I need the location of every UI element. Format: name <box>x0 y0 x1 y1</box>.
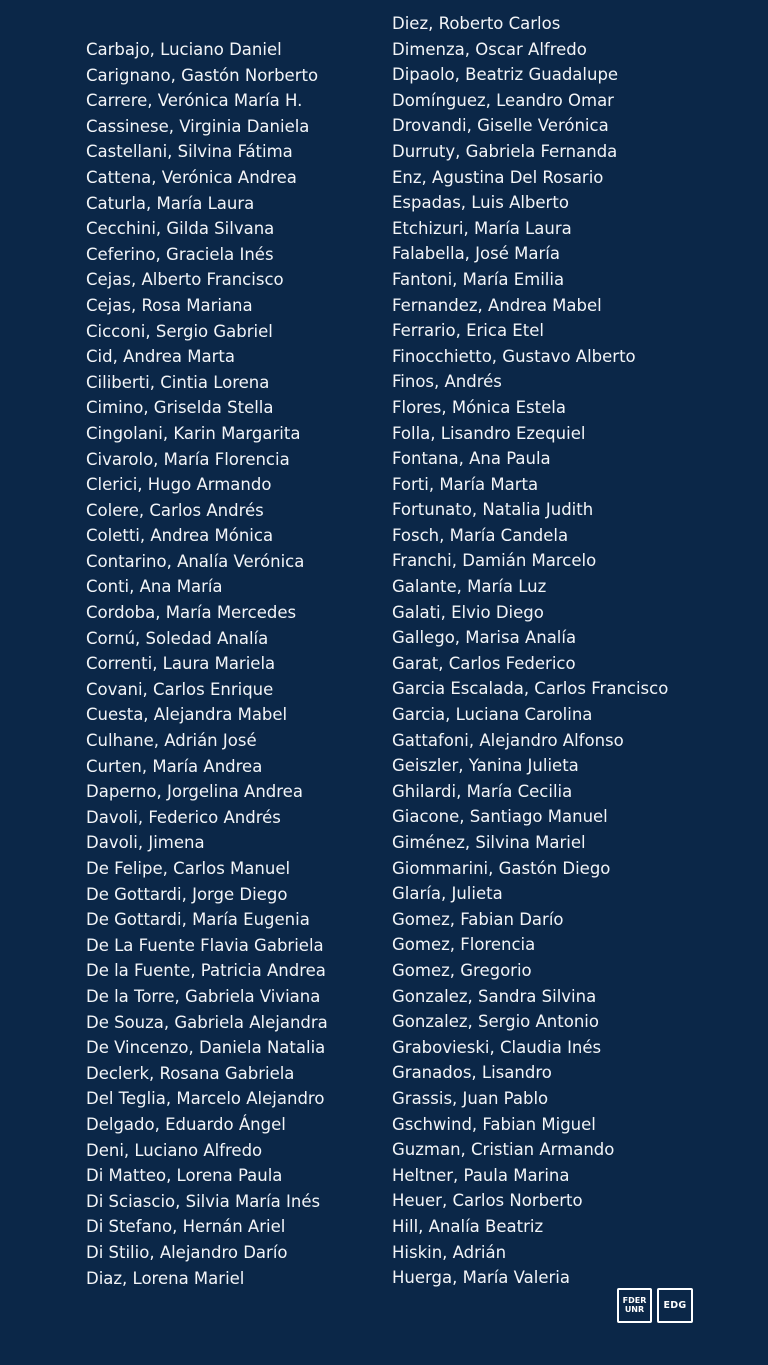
name-item: Coletti, Andrea Mónica <box>86 526 274 546</box>
name-item: Geiszler, Yanina Julieta <box>392 756 579 776</box>
name-item: Cordoba, María Mercedes <box>86 603 297 623</box>
name-item: Giacone, Santiago Manuel <box>392 807 608 827</box>
name-item: Falabella, José María <box>392 244 560 264</box>
name-item: Diaz, Lorena Mariel <box>86 1268 245 1288</box>
name-item: Durruty, Gabriela Fernanda <box>392 141 618 161</box>
name-item: Conti, Ana María <box>86 577 223 597</box>
name-item: Giommarini, Gastón Diego <box>392 858 611 878</box>
name-item: Cuesta, Alejandra Mabel <box>86 705 288 725</box>
name-item: Carrere, Verónica María H. <box>86 91 303 111</box>
name-item: Contarino, Analía Verónica <box>86 551 305 571</box>
edg-logo <box>657 1288 693 1323</box>
edg-logo-text: EDG <box>663 1300 687 1311</box>
name-item: Finos, Andrés <box>392 372 502 392</box>
name-item: Gomez, Gregorio <box>392 960 532 980</box>
name-item: Gonzalez, Sergio Antonio <box>392 1012 599 1032</box>
name-item: Di Stefano, Hernán Ariel <box>86 1217 286 1237</box>
name-item: Gschwind, Fabian Miguel <box>392 1114 596 1134</box>
name-item: Fernandez, Andrea Mabel <box>392 295 602 315</box>
name-item: Di Matteo, Lorena Paula <box>86 1166 283 1186</box>
name-item: Granados, Lisandro <box>392 1063 552 1083</box>
name-item: Finocchietto, Gustavo Alberto <box>392 346 636 366</box>
name-item: Forti, María Marta <box>392 474 539 494</box>
name-item: Cassinese, Virginia Daniela <box>86 116 310 136</box>
name-item: Gomez, Fabian Darío <box>392 909 564 929</box>
name-item: Civarolo, María Florencia <box>86 449 290 469</box>
name-item: Hill, Analía Beatriz <box>392 1216 544 1236</box>
name-item: Diez, Roberto Carlos <box>392 14 561 33</box>
fder-logo-line1: FDER <box>622 1296 647 1305</box>
name-item: Di Sciascio, Silvia María Inés <box>86 1191 321 1211</box>
name-item: Daperno, Jorgelina Andrea <box>86 782 303 802</box>
name-item: Espadas, Luis Alberto <box>392 193 569 213</box>
name-item: Fontana, Ana Paula <box>392 449 551 469</box>
name-item: Colere, Carlos Andrés <box>86 500 264 520</box>
name-item: Clerici, Hugo Armando <box>86 475 272 495</box>
name-item: Di Stilio, Alejandro Darío <box>86 1242 288 1262</box>
name-item: Correnti, Laura Mariela <box>86 654 276 674</box>
name-item: Gomez, Florencia <box>392 935 536 955</box>
name-item: Gonzalez, Sandra Silvina <box>392 986 597 1006</box>
name-item: Etchizuri, María Laura <box>392 218 572 238</box>
name-item: Caturla, María Laura <box>86 193 255 213</box>
footer-logos <box>617 1288 693 1323</box>
name-item: De la Fuente, Patricia Andrea <box>86 961 326 981</box>
name-item: Declerk, Rosana Gabriela <box>86 1063 295 1083</box>
name-item: Curten, María Andrea <box>86 756 263 776</box>
name-item: Garat, Carlos Federico <box>392 653 576 673</box>
name-item: Davoli, Jimena <box>86 833 205 853</box>
name-item: Dimenza, Oscar Alfredo <box>392 39 587 59</box>
name-item: Cejas, Rosa Mariana <box>86 295 253 315</box>
name-item: Huerga, María Valeria <box>392 1268 570 1288</box>
name-item: Carignano, Gastón Norberto <box>86 65 319 85</box>
fder-unr-logo <box>617 1288 652 1323</box>
name-item: Fosch, María Candela <box>392 525 569 545</box>
name-item: De La Fuente Flavia Gabriela <box>86 935 324 955</box>
name-item: Franchi, Damián Marcelo <box>392 551 597 571</box>
name-item: Giménez, Silvina Mariel <box>392 833 586 852</box>
name-item: Cecchini, Gilda Silvana <box>86 219 275 239</box>
name-item: Glaría, Julieta <box>392 884 503 904</box>
name-item: Heuer, Carlos Norberto <box>392 1191 583 1211</box>
name-item: Delgado, Eduardo Ángel <box>86 1114 286 1134</box>
name-item: Drovandi, Giselle Verónica <box>392 116 609 136</box>
name-item: Hiskin, Adrián <box>392 1242 507 1262</box>
name-item: Cejas, Alberto Francisco <box>86 270 284 290</box>
name-item: Ciliberti, Cintia Lorena <box>86 372 270 392</box>
name-item: Gattafoni, Alejandro Alfonso <box>392 730 624 750</box>
name-item: Gallego, Marisa Analía <box>392 628 577 648</box>
name-item: Galati, Elvio Diego <box>392 602 544 622</box>
name-item: Enz, Agustina Del Rosario <box>392 167 604 187</box>
name-item: De Felipe, Carlos Manuel <box>86 859 291 878</box>
name-item: Heltner, Paula Marina <box>392 1165 570 1185</box>
name-item: Culhane, Adrián José <box>86 731 257 751</box>
name-item: Fantoni, María Emilia <box>392 269 565 289</box>
name-item: Domínguez, Leandro Omar <box>392 90 614 110</box>
name-item: Covani, Carlos Enrique <box>86 679 274 699</box>
name-item: Davoli, Federico Andrés <box>86 807 281 827</box>
name-item: Ceferino, Graciela Inés <box>86 244 274 264</box>
name-item: Guzman, Cristian Armando <box>392 1140 615 1160</box>
name-item: Garcia Escalada, Carlos Francisco <box>392 679 669 699</box>
name-item: De la Torre, Gabriela Viviana <box>86 986 321 1006</box>
name-item: Garcia, Luciana Carolina <box>392 705 593 725</box>
name-item: De Gottardi, María Eugenia <box>86 910 310 930</box>
name-item: Grassis, Juan Pablo <box>392 1088 549 1108</box>
names-list-right <box>392 11 762 1291</box>
name-item: Folla, Lisandro Ezequiel <box>392 423 586 443</box>
name-item: Cingolani, Karin Margarita <box>86 423 301 443</box>
names-list-left <box>86 37 386 1291</box>
name-item: Carbajo, Luciano Daniel <box>86 40 282 59</box>
name-item: Del Teglia, Marcelo Alejandro <box>86 1089 325 1109</box>
name-item: Deni, Luciano Alfredo <box>86 1140 263 1160</box>
fder-logo-line2: UNR <box>624 1304 645 1314</box>
name-item: Grabovieski, Claudia Inés <box>392 1037 602 1057</box>
name-item: Ferrario, Erica Etel <box>392 321 544 341</box>
name-item: Ghilardi, María Cecilia <box>392 781 573 801</box>
name-item: Cornú, Soledad Analía <box>86 628 269 648</box>
name-item: Fortunato, Natalia Judith <box>392 500 594 520</box>
name-item: Cid, Andrea Marta <box>86 347 235 367</box>
name-item: Dipaolo, Beatriz Guadalupe <box>392 65 619 85</box>
name-item: De Gottardi, Jorge Diego <box>86 884 288 904</box>
name-item: Flores, Mónica Estela <box>392 397 566 417</box>
name-item: Galante, María Luz <box>392 577 547 597</box>
name-item: De Vincenzo, Daniela Natalia <box>86 1038 326 1058</box>
name-item: Cattena, Verónica Andrea <box>86 167 297 187</box>
name-item: Cicconi, Sergio Gabriel <box>86 321 273 341</box>
name-item: De Souza, Gabriela Alejandra <box>86 1012 328 1032</box>
name-item: Castellani, Silvina Fátima <box>86 142 293 162</box>
name-item: Cimino, Griselda Stella <box>86 398 274 418</box>
